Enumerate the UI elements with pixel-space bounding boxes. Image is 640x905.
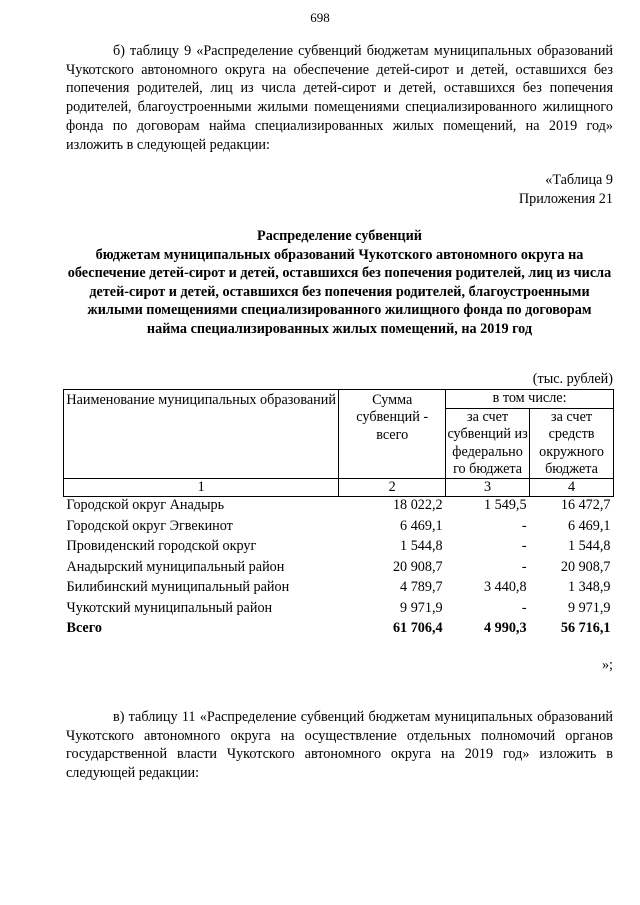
row-name: Билибинский муниципальный район [66,579,290,596]
row-total: 4 789,7 [400,579,443,596]
closing-quote-mark: »; [601,657,613,673]
table-row [64,600,614,621]
next-paragraph: в) таблицу 11 «Распределение субвенций бюджетам муниципальных образований Чукотского автономного округа на осуществление отдельных полномочий органов государственной власти Чукотского автономного округа на 2019 год» изложить в следующей редакции: [66,709,613,782]
table-row [64,497,614,518]
row-name: Провиденский городской округ [66,538,257,555]
column-number: 3 [446,479,530,497]
page-number: 698 [310,10,330,25]
units-label: (тыс. рублей) [532,371,613,387]
intro-paragraph: б) таблицу 9 «Распределение субвенций бюджетам муниципальных образований Чукотского автономного округа на обеспечение детей-сирот и детей, оставшихся без попечения родителей, лиц из числа детей-сирот и детей, оставшихся без попечения родителей, благоустроенными жилыми помещениями специализированного жилищного фонда по договорам найма специализированных жилых помещений, на 2019 год» изложить в следующей редакции: [66,43,613,153]
row-federal: - [521,538,527,555]
row-district: 1 544,8 [567,538,611,555]
subvention-table [63,389,614,641]
row-district: 20 908,7 [560,558,611,575]
table-row [64,579,614,600]
column-number: 1 [64,479,339,497]
table-reference-number: «Таблица 9 [545,172,613,188]
table-title [66,227,613,339]
header-district: за счет средств окружного бюджета [530,409,614,479]
total-district: 56 716,1 [560,620,611,637]
header-name: Наименование муниципальных образований [64,390,339,479]
row-name: Анадырский муниципальный район [66,558,285,575]
row-total: 9 971,9 [400,599,443,616]
row-federal: - [521,558,527,575]
table-title-rest: бюджетам муниципальных образований Чукотского автономного округа на обеспечение детей-сирот и детей, оставшихся без попечения родителей, лиц из числа детей-сирот и детей, оставшихся без попечения родителей, благоустроенными жилыми помещениями специализированного жилищного фонда по договорам найма специализированных жилых помещений, на 2019 год [67,246,612,337]
row-federal: - [521,599,527,616]
table-title-line1: Распределение субвенций [257,228,422,244]
table-row [64,559,614,580]
header-including: в том числе: [446,390,614,409]
row-federal: 3 440,8 [483,579,527,596]
row-total: 6 469,1 [400,517,443,534]
header-total: Сумма субвенций - всего [339,390,446,479]
row-district: 6 469,1 [567,517,611,534]
row-federal: - [521,517,527,534]
row-federal: 1 549,5 [483,497,527,514]
row-total: 18 022,2 [392,497,443,514]
row-total: 20 908,7 [392,558,443,575]
column-number: 2 [339,479,446,497]
header-federal: за счет субвенций из федерально го бюджета [447,409,528,477]
column-number: 4 [530,479,614,497]
row-total: 1 544,8 [400,538,443,555]
table-row [64,538,614,559]
row-district: 9 971,9 [567,599,611,616]
row-district: 16 472,7 [560,497,611,514]
row-name: Городской округ Анадырь [66,497,225,514]
total-federal: 4 990,3 [483,620,527,637]
total-sum: 61 706,4 [392,620,443,637]
column-number-row [64,479,614,497]
table-row [64,518,614,539]
row-name: Чукотский муниципальный район [66,599,273,616]
total-label: Всего [66,620,102,637]
row-name: Городской округ Эгвекинот [66,517,233,534]
table-reference-appendix: Приложения 21 [518,191,613,207]
total-row [64,620,614,641]
row-district: 1 348,9 [567,579,611,596]
